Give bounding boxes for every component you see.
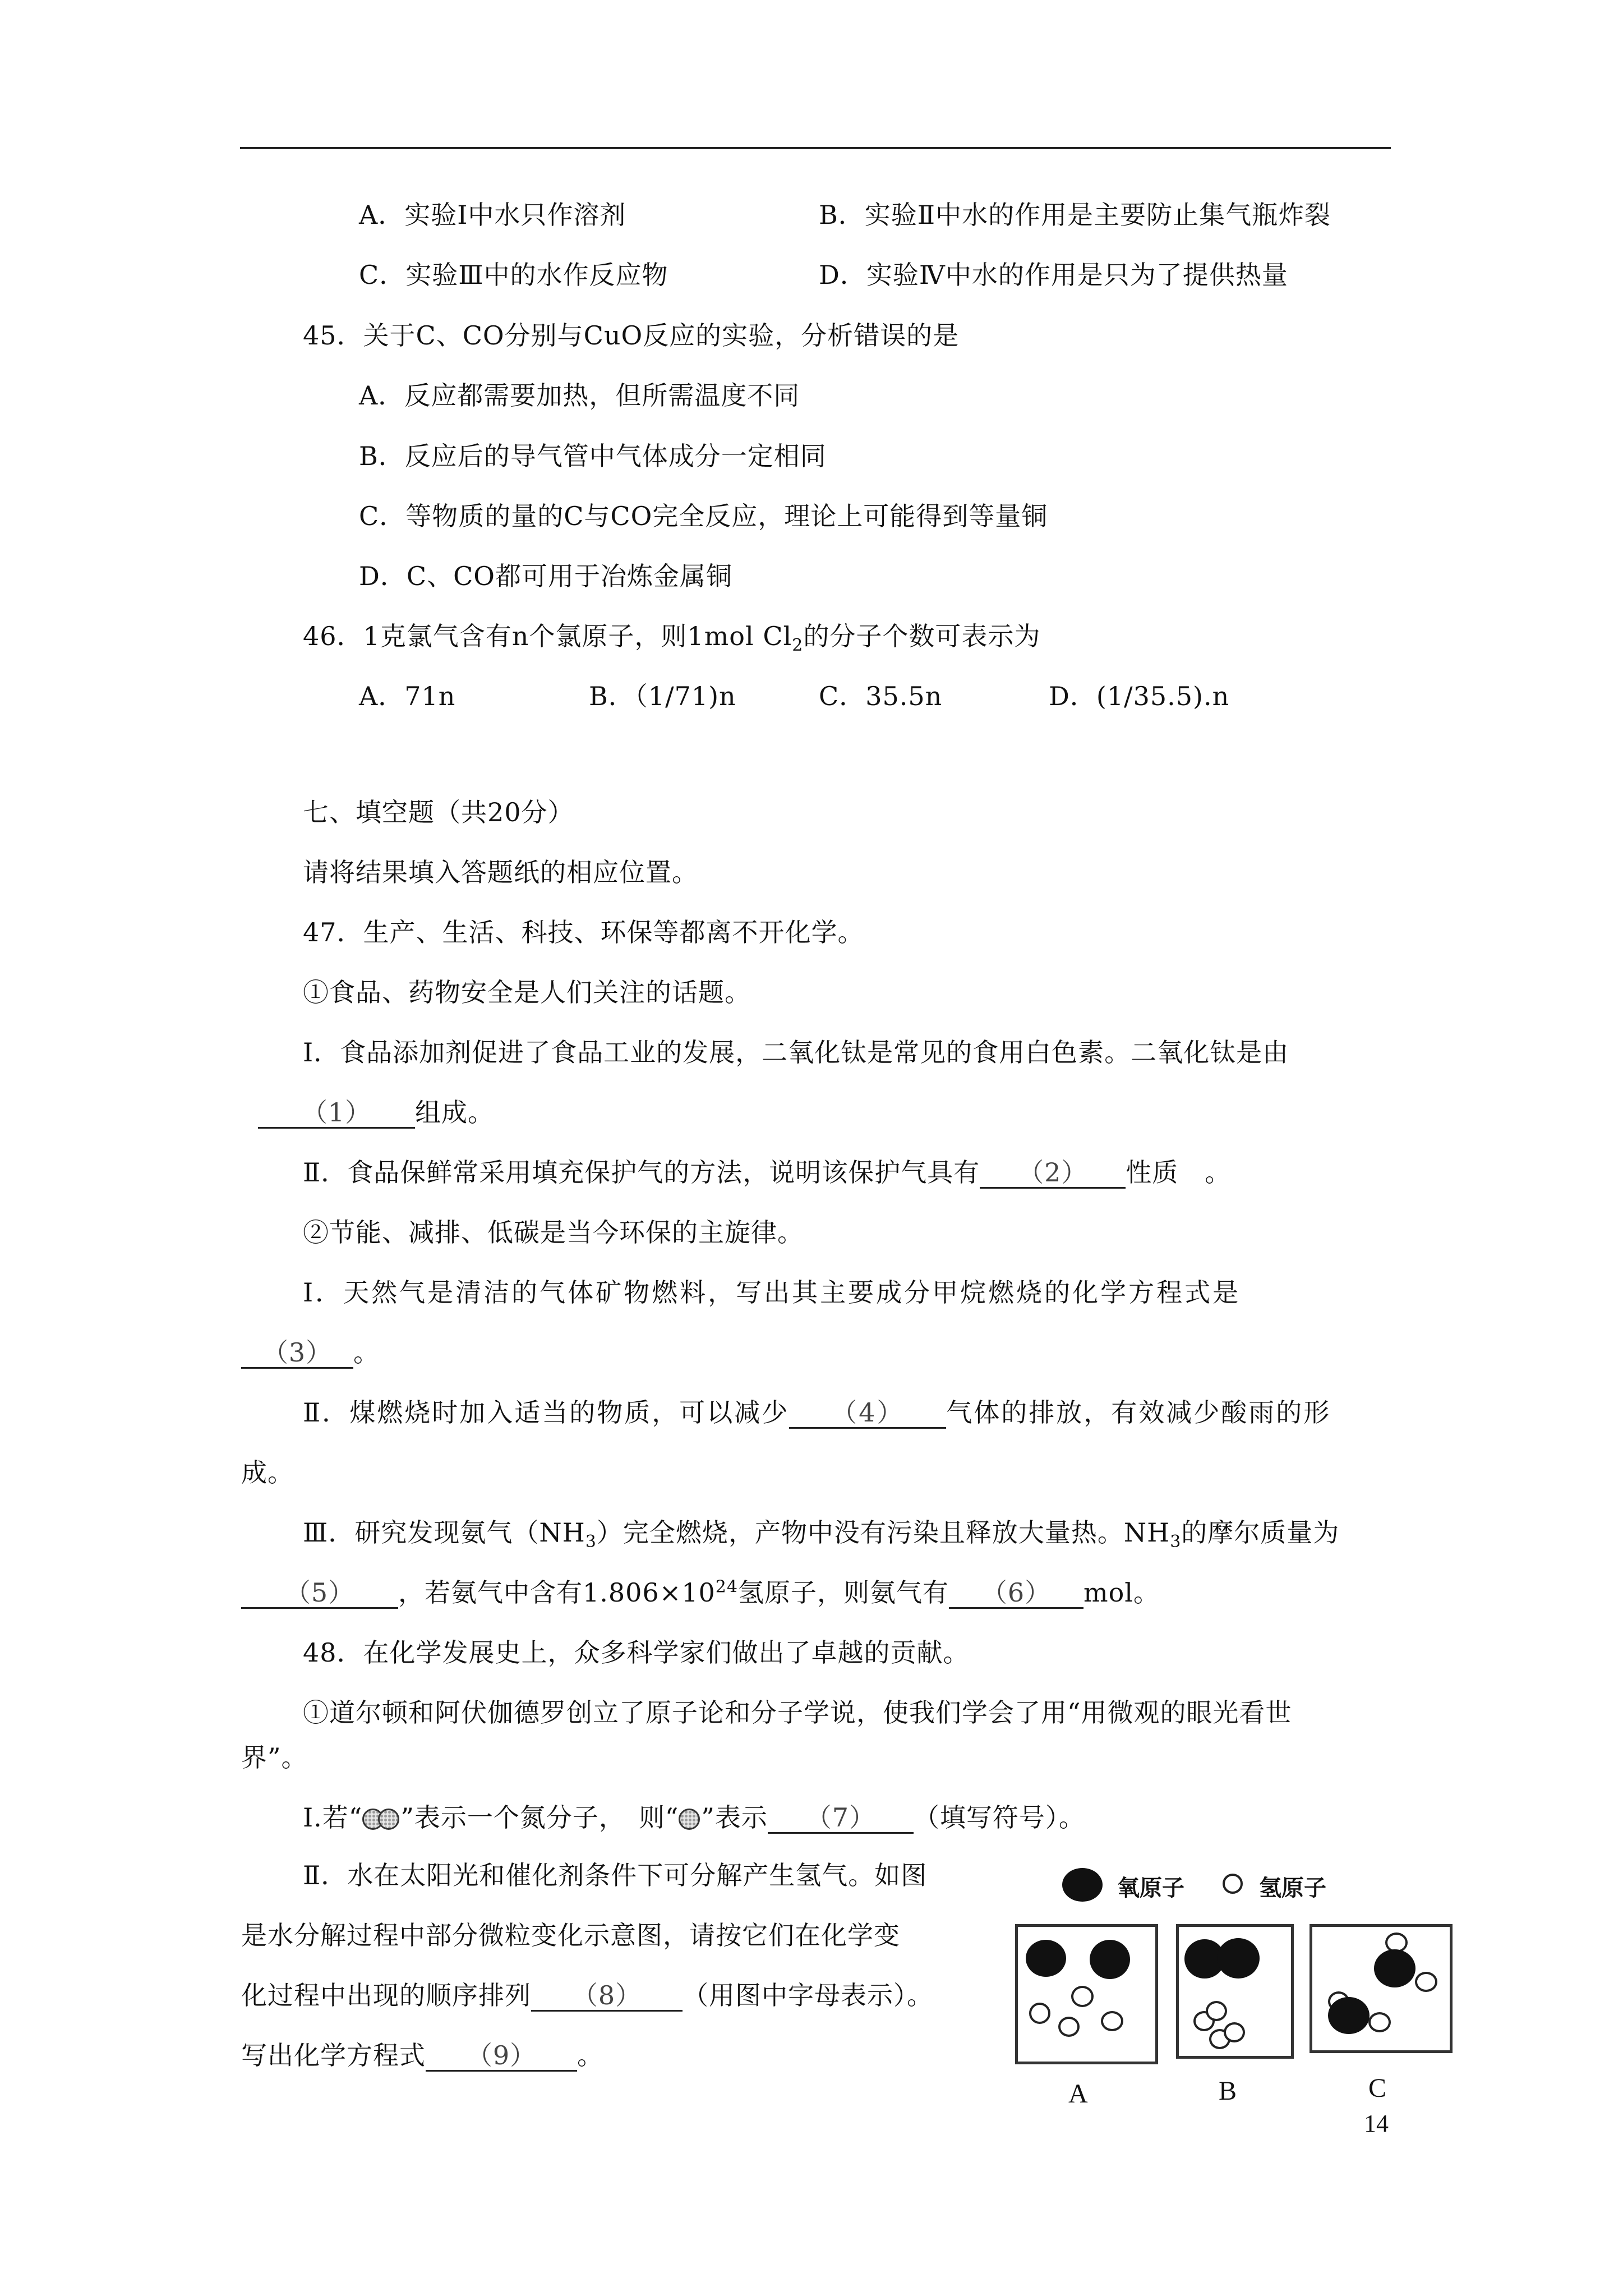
q45-option-a: A．反应都需要加热，但所需温度不同 [359, 380, 800, 411]
q47-part2-ii-tail: 气体的排放，有效减少酸雨的形 [946, 1397, 1331, 1428]
hydrogen-atom [1415, 1972, 1437, 1992]
q46-stem-sub: 2 [792, 636, 804, 656]
section-title: 七、填空题（共20分） [303, 797, 574, 827]
answer-blank-6[interactable]: （6） [949, 1578, 1083, 1609]
q44-option-d: D．实验Ⅳ中水的作用是只为了提供热量 [819, 260, 1288, 290]
q47-part2-iii-sup: 24 [715, 1577, 738, 1597]
diagram-box-b [1176, 1924, 1294, 2059]
q47-part2-iii-e: 氢原子，则氨气有 [737, 1577, 949, 1608]
answer-blank-1[interactable]: （1） [258, 1098, 415, 1129]
section-instruction: 请将结果填入答题纸的相应位置。 [303, 857, 698, 887]
nitrogen-molecule-icon [362, 1809, 400, 1831]
q47-part2-i-tail: 。 [353, 1337, 380, 1368]
answer-blank-3[interactable]: （3） [241, 1338, 353, 1369]
q48-part1: ①道尔顿和阿伏伽德罗创立了原子论和分子学说，使我们学会了用“用微观的眼光看世 [303, 1697, 1292, 1728]
q46-stem [303, 620, 1041, 656]
hydrogen-legend-label: 氢原子 [1259, 1876, 1326, 1901]
q47-part1-ii-text: Ⅱ．食品保鲜常采用填充保护气的方法，说明该保护气具有 [303, 1157, 980, 1188]
q48-i-d: （填写符号）。 [913, 1802, 1085, 1833]
q47-part1-i-tail: 组成。 [415, 1097, 494, 1128]
q47-part1: ①食品、药物安全是人们关注的话题。 [303, 977, 751, 1007]
oxygen-atom [1328, 1997, 1370, 2034]
diagram-label-b: B [1219, 2076, 1237, 2106]
q48-i-c: ”表示 [701, 1802, 768, 1833]
answer-blank-9[interactable]: （9） [426, 2041, 577, 2072]
q48-i-b: ”表示一个氮分子， 则“ [400, 1802, 679, 1833]
q47-part2-iii-c: 的摩尔质量为 [1181, 1517, 1340, 1548]
q48-part1-i [303, 1802, 1085, 1834]
q47-part2: ②节能、减排、低碳是当今环保的主旋律。 [303, 1217, 804, 1248]
q46-option-b: B．（1/71)n [589, 681, 736, 711]
q47-part2-iii-sub2: 3 [1170, 1532, 1182, 1552]
q48-part1-ii-e [241, 2040, 603, 2072]
oxygen-atom [1090, 1940, 1130, 1979]
oxygen-atom [1026, 1940, 1066, 1977]
q48-ii-e-text: 写出化学方程式 [241, 2040, 426, 2070]
q47-part2-ii-text: Ⅱ．煤燃烧时加入适当的物质，可以减少 [303, 1397, 790, 1428]
q47-part1-ii [303, 1157, 1231, 1189]
q48-part1-ii: Ⅱ．水在太阳光和催化剂条件下可分解产生氢气。如图 [303, 1860, 928, 1890]
answer-blank-7[interactable]: （7） [768, 1803, 914, 1834]
hydrogen-atom [1101, 2011, 1123, 2031]
q47-part2-i: Ⅰ．天然气是清洁的气体矿物燃料，写出其主要成分甲烷燃烧的化学方程式是 [303, 1277, 1241, 1308]
oxygen-legend-icon [1062, 1868, 1103, 1902]
q47-part2-iii-cont [241, 1577, 1160, 1609]
answer-blank-2[interactable]: （2） [980, 1158, 1126, 1189]
diagram-label-a: A [1068, 2079, 1088, 2109]
diagram-box-c [1310, 1924, 1453, 2053]
hydrogen-legend-icon [1223, 1874, 1243, 1894]
q48-i-a: Ⅰ.若“ [303, 1802, 363, 1833]
q48-ii-f-text: 。 [577, 2040, 603, 2070]
q47-part2-iii-a: Ⅲ．研究发现氨气（NH [303, 1517, 585, 1548]
hydrogen-atom [1224, 2022, 1245, 2042]
q47-part2-i-cont [241, 1337, 380, 1369]
q47-part1-i: Ⅰ．食品添加剂促进了食品工业的发展，二氧化钛是常见的食用白色素。二氧化钛是由 [303, 1037, 1289, 1068]
answer-blank-5[interactable]: （5） [241, 1578, 398, 1609]
q45-option-b: B．反应后的导气管中气体成分一定相同 [359, 441, 827, 471]
q48-stem: 48．在化学发展史上，众多科学家们做出了卓越的贡献。 [303, 1637, 970, 1668]
q47-stem: 47．生产、生活、科技、环保等都离不开化学。 [303, 917, 864, 947]
oxygen-atom [1217, 1938, 1260, 1978]
hydrogen-atom [1071, 1986, 1094, 2007]
q47-part2-ii-cont: 成。 [241, 1457, 294, 1488]
q46-option-a: A．71n [359, 681, 456, 711]
nitrogen-atom-icon [679, 1809, 701, 1831]
q48-ii-c-text: 化过程中出现的顺序排列 [241, 1980, 531, 2010]
q46-option-c: C．35.5n [819, 681, 943, 711]
hydrogen-atom [1058, 2017, 1080, 2037]
q46-stem-post: 的分子个数可表示为 [803, 621, 1041, 651]
q44-option-b: B．实验Ⅱ中水的作用是主要防止集气瓶炸裂 [819, 200, 1331, 230]
diagram-box-a [1015, 1924, 1158, 2064]
answer-blank-4[interactable]: （4） [789, 1398, 946, 1429]
q47-part2-iii-f: mol。 [1083, 1577, 1160, 1608]
oxygen-atom [1374, 1949, 1415, 1987]
q47-part2-ii [303, 1397, 1331, 1429]
q47-part2-iii [303, 1517, 1340, 1552]
q47-part1-ii-tail: 性质 。 [1126, 1157, 1232, 1188]
q46-option-d: D．(1/35.5).n [1049, 681, 1230, 711]
q44-option-a: A．实验Ⅰ中水只作溶剂 [359, 200, 626, 230]
q45-stem: 45．关于C、CO分别与CuO反应的实验，分析错误的是 [303, 320, 960, 351]
q47-part1-i-cont [258, 1097, 494, 1129]
header-rule [240, 147, 1391, 149]
q48-ii-d-text: （用图中字母表示）。 [683, 1980, 933, 2010]
q48-part1-cont: 界”。 [241, 1742, 308, 1773]
q47-part2-iii-d: ，若氨气中含有1.806×10 [398, 1577, 716, 1608]
q48-part1-ii-c [241, 1980, 933, 2012]
hydrogen-atom [1206, 2001, 1227, 2021]
diagram-label-c: C [1368, 2073, 1387, 2103]
q48-part1-ii-b: 是水分解过程中部分微粒变化示意图，请按它们在化学变 [241, 1920, 900, 1950]
hydrogen-atom [1368, 2012, 1391, 2032]
q45-option-c: C．等物质的量的C与CO完全反应，理论上可能得到等量铜 [359, 501, 1048, 531]
answer-blank-8[interactable]: （8） [531, 1981, 683, 2012]
hydrogen-atom [1029, 2003, 1050, 2024]
q46-stem-pre: 46．1克氯气含有n个氯原子，则1mol Cl [303, 621, 792, 651]
q47-part2-iii-sub: 3 [585, 1532, 597, 1552]
q44-option-c: C．实验Ⅲ中的水作反应物 [359, 260, 668, 290]
page-number: 14 [1364, 2110, 1389, 2137]
oxygen-legend-label: 氧原子 [1117, 1876, 1184, 1901]
q47-part2-iii-b: ）完全燃烧，产物中没有污染且释放大量热。NH [596, 1517, 1170, 1548]
q45-option-d: D．C、CO都可用于冶炼金属铜 [359, 561, 732, 591]
